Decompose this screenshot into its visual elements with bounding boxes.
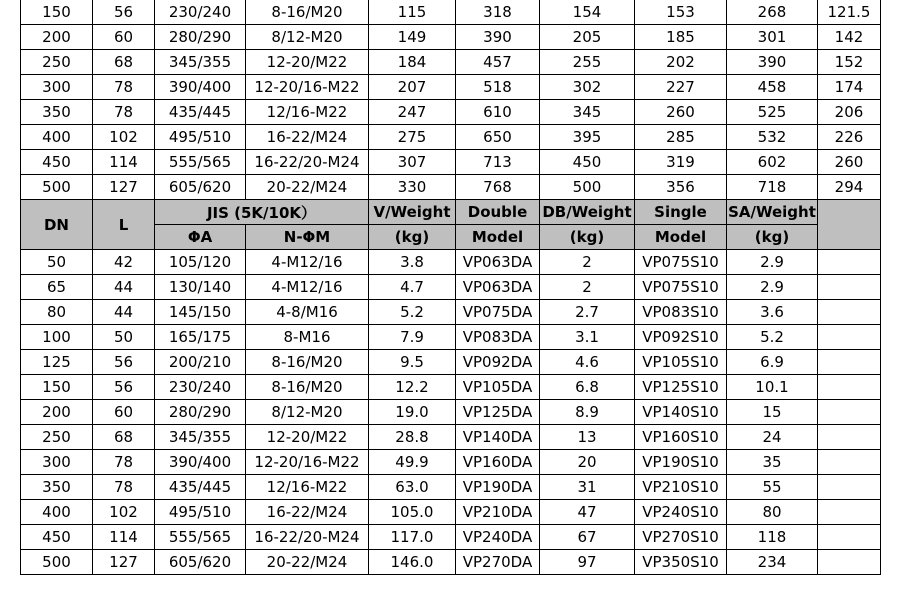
- table-cell: 102: [93, 500, 155, 525]
- table-cell: 532: [727, 125, 818, 150]
- table-row: [21, 450, 881, 475]
- header-n-phi-m: N-ΦM: [246, 225, 369, 250]
- table-cell: 4.6: [540, 350, 635, 375]
- table-cell: 165/175: [155, 325, 246, 350]
- table-cell: 118: [727, 525, 818, 550]
- header-db-weight: DB/Weight: [540, 200, 635, 225]
- table-cell: 78: [93, 75, 155, 100]
- table-cell: 10.1: [727, 375, 818, 400]
- table-cell: 4-M12/16: [246, 250, 369, 275]
- table-cell: 718: [727, 175, 818, 200]
- table-row: [21, 525, 881, 550]
- table-cell: 318: [456, 0, 540, 25]
- table-cell: VP270DA: [456, 550, 540, 575]
- table-cell: 345: [540, 100, 635, 125]
- table-cell: 127: [93, 175, 155, 200]
- table-cell: 130/140: [155, 275, 246, 300]
- table-cell: 184: [369, 50, 456, 75]
- table-cell: VP140S10: [635, 400, 727, 425]
- table-cell: 2.7: [540, 300, 635, 325]
- table-row: [21, 100, 881, 125]
- table-cell: 153: [635, 0, 727, 25]
- table-cell: VP063DA: [456, 275, 540, 300]
- table-cell: 4-8/M16: [246, 300, 369, 325]
- header-l: L: [93, 200, 155, 250]
- table-cell: 390/400: [155, 450, 246, 475]
- table-cell: 390/400: [155, 75, 246, 100]
- table-row: [21, 550, 881, 575]
- table-cell-empty: [818, 300, 881, 325]
- table-cell: 301: [727, 25, 818, 50]
- table-cell: VP350S10: [635, 550, 727, 575]
- table-cell: VP125S10: [635, 375, 727, 400]
- table-cell: 605/620: [155, 175, 246, 200]
- table-row: [21, 400, 881, 425]
- table-cell: 345/355: [155, 425, 246, 450]
- table-cell: 185: [635, 25, 727, 50]
- header-db-weight-unit: (kg): [540, 225, 635, 250]
- table-cell: 8-M16: [246, 325, 369, 350]
- table-cell-empty: [818, 275, 881, 300]
- table-cell: 255: [540, 50, 635, 75]
- table-cell-empty: [818, 450, 881, 475]
- table-cell-empty: [818, 500, 881, 525]
- table-cell: 35: [727, 450, 818, 475]
- table-cell: 142: [818, 25, 881, 50]
- table-cell: 174: [818, 75, 881, 100]
- table-cell: 7.9: [369, 325, 456, 350]
- table-cell-empty: [818, 475, 881, 500]
- table-cell: 56: [93, 375, 155, 400]
- table-cell: 555/565: [155, 525, 246, 550]
- header-jis: JIS (5K/10K）: [155, 200, 369, 225]
- table-cell: VP075DA: [456, 300, 540, 325]
- table-cell: 260: [818, 150, 881, 175]
- table-cell: 525: [727, 100, 818, 125]
- table-cell: 42: [93, 250, 155, 275]
- table-cell: 555/565: [155, 150, 246, 175]
- table-cell: 280/290: [155, 25, 246, 50]
- table-cell: 20-22/M24: [246, 550, 369, 575]
- table-cell: 150: [21, 375, 93, 400]
- table-cell: 285: [635, 125, 727, 150]
- table-cell: 400: [21, 125, 93, 150]
- table-cell: 20-22/M24: [246, 175, 369, 200]
- header-v-weight-unit: (kg): [369, 225, 456, 250]
- table-cell: 230/240: [155, 375, 246, 400]
- table-cell: 260: [635, 100, 727, 125]
- table-cell: 105.0: [369, 500, 456, 525]
- table-cell: 68: [93, 50, 155, 75]
- table-cell: 102: [93, 125, 155, 150]
- table-cell: 63.0: [369, 475, 456, 500]
- table-cell: 24: [727, 425, 818, 450]
- table-cell: 50: [21, 250, 93, 275]
- table-cell: 610: [456, 100, 540, 125]
- table-cell: 250: [21, 50, 93, 75]
- table-cell: 114: [93, 525, 155, 550]
- table-cell: 31: [540, 475, 635, 500]
- table-cell: 100: [21, 325, 93, 350]
- table-cell: 154: [540, 0, 635, 25]
- table-cell: 4.7: [369, 275, 456, 300]
- table-cell: VP190S10: [635, 450, 727, 475]
- header-sa-weight-unit: (kg): [727, 225, 818, 250]
- table-cell: 12-20/16-M22: [246, 75, 369, 100]
- table-cell: 9.5: [369, 350, 456, 375]
- table-cell: 15: [727, 400, 818, 425]
- table-row: [21, 300, 881, 325]
- table-cell: 65: [21, 275, 93, 300]
- table-cell: 280/290: [155, 400, 246, 425]
- table-cell: 345/355: [155, 50, 246, 75]
- valve-spec-table: [20, 0, 881, 575]
- table-cell: 78: [93, 475, 155, 500]
- table-cell: 227: [635, 75, 727, 100]
- table-cell: VP210DA: [456, 500, 540, 525]
- jis-section: [21, 250, 881, 575]
- table-cell: 6.8: [540, 375, 635, 400]
- table-cell: 390: [727, 50, 818, 75]
- table-cell: 117.0: [369, 525, 456, 550]
- table-cell: 458: [727, 75, 818, 100]
- table-cell: 200/210: [155, 350, 246, 375]
- table-cell: 3.1: [540, 325, 635, 350]
- table-cell: 268: [727, 0, 818, 25]
- table-cell: 247: [369, 100, 456, 125]
- table-cell: 16-22/M24: [246, 125, 369, 150]
- table-cell: 294: [818, 175, 881, 200]
- table-cell: 300: [21, 450, 93, 475]
- table-row: [21, 425, 881, 450]
- table-cell-empty: [818, 425, 881, 450]
- table-cell: 78: [93, 100, 155, 125]
- table-cell: 12-20/M22: [246, 425, 369, 450]
- table-cell: 300: [21, 75, 93, 100]
- table-cell: 500: [21, 175, 93, 200]
- table-cell: 16-22/20-M24: [246, 525, 369, 550]
- header-v-weight: V/Weight: [369, 200, 456, 225]
- table-cell: 435/445: [155, 475, 246, 500]
- table-cell: 207: [369, 75, 456, 100]
- table-cell: 8/12-M20: [246, 400, 369, 425]
- table-row: [21, 175, 881, 200]
- table-cell: 275: [369, 125, 456, 150]
- table-cell: 115: [369, 0, 456, 25]
- table-row: [21, 350, 881, 375]
- table-cell: 68: [93, 425, 155, 450]
- table-cell: 127: [93, 550, 155, 575]
- table-cell: 3.8: [369, 250, 456, 275]
- header-single-model: Model: [635, 225, 727, 250]
- table-cell: 500: [540, 175, 635, 200]
- table-cell: 500: [21, 550, 93, 575]
- table-cell: 60: [93, 400, 155, 425]
- table-row: [21, 0, 881, 25]
- table-cell-empty: [818, 375, 881, 400]
- table-cell: VP075S10: [635, 250, 727, 275]
- table-cell: 350: [21, 475, 93, 500]
- table-cell: 518: [456, 75, 540, 100]
- table-cell: 12.2: [369, 375, 456, 400]
- table-cell-empty: [818, 550, 881, 575]
- table-cell: 400: [21, 500, 93, 525]
- table-row: [21, 275, 881, 300]
- table-cell: 60: [93, 25, 155, 50]
- table-row: [21, 375, 881, 400]
- table-row: [21, 150, 881, 175]
- table-cell: 12/16-M22: [246, 100, 369, 125]
- table-cell-empty: [818, 350, 881, 375]
- table-cell: 67: [540, 525, 635, 550]
- table-cell: 8/12-M20: [246, 25, 369, 50]
- table-cell: 28.8: [369, 425, 456, 450]
- table-cell: 200: [21, 25, 93, 50]
- table-cell: 356: [635, 175, 727, 200]
- table-cell: 50: [93, 325, 155, 350]
- header-blank: [818, 200, 881, 250]
- table-cell: 713: [456, 150, 540, 175]
- table-cell-empty: [818, 250, 881, 275]
- table-cell: 395: [540, 125, 635, 150]
- table-cell: 330: [369, 175, 456, 200]
- table-cell-empty: [818, 325, 881, 350]
- table-cell: VP240DA: [456, 525, 540, 550]
- table-cell: 149: [369, 25, 456, 50]
- table-cell: 206: [818, 100, 881, 125]
- table-cell: VP190DA: [456, 475, 540, 500]
- table-cell: 12-20/16-M22: [246, 450, 369, 475]
- table-cell: 19.0: [369, 400, 456, 425]
- jis-header: [21, 200, 881, 250]
- table-cell: 125: [21, 350, 93, 375]
- table-cell: 2: [540, 250, 635, 275]
- table-cell: 5.2: [369, 300, 456, 325]
- table-cell: 114: [93, 150, 155, 175]
- table-cell: VP210S10: [635, 475, 727, 500]
- table-cell: 250: [21, 425, 93, 450]
- table-cell: 146.0: [369, 550, 456, 575]
- table-cell: 768: [456, 175, 540, 200]
- table-cell: 105/120: [155, 250, 246, 275]
- table-cell: 16-22/20-M24: [246, 150, 369, 175]
- table-cell: 307: [369, 150, 456, 175]
- table-cell: 44: [93, 275, 155, 300]
- table-row: [21, 250, 881, 275]
- header-double-model: Model: [456, 225, 540, 250]
- table-cell: 2.9: [727, 275, 818, 300]
- table-cell: 495/510: [155, 125, 246, 150]
- table-cell: VP240S10: [635, 500, 727, 525]
- table-row: [21, 50, 881, 75]
- table-cell: VP270S10: [635, 525, 727, 550]
- table-cell: 2.9: [727, 250, 818, 275]
- table-cell: 20: [540, 450, 635, 475]
- table-cell: 450: [21, 150, 93, 175]
- top-section: [21, 0, 881, 200]
- table-cell: 8-16/M20: [246, 350, 369, 375]
- table-cell: 435/445: [155, 100, 246, 125]
- table-cell: 8.9: [540, 400, 635, 425]
- header-sa-weight: SA/Weight: [727, 200, 818, 225]
- header-dn: DN: [21, 200, 93, 250]
- table-cell-empty: [818, 525, 881, 550]
- table-cell: 44: [93, 300, 155, 325]
- table-row: [21, 25, 881, 50]
- table-cell: 12-20/M22: [246, 50, 369, 75]
- table-cell: 202: [635, 50, 727, 75]
- table-cell: 80: [21, 300, 93, 325]
- table-cell: 200: [21, 400, 93, 425]
- table-cell: 12/16-M22: [246, 475, 369, 500]
- table-cell: 319: [635, 150, 727, 175]
- header-single: Single: [635, 200, 727, 225]
- table-cell: 8-16/M20: [246, 375, 369, 400]
- table-cell: 150: [21, 0, 93, 25]
- table-cell: 450: [21, 525, 93, 550]
- table-cell: 3.6: [727, 300, 818, 325]
- table-cell: 49.9: [369, 450, 456, 475]
- table-cell: VP075S10: [635, 275, 727, 300]
- table-cell: VP105S10: [635, 350, 727, 375]
- table-cell: 602: [727, 150, 818, 175]
- table-row: [21, 500, 881, 525]
- table-cell: VP083S10: [635, 300, 727, 325]
- table-row: [21, 75, 881, 100]
- table-cell: 2: [540, 275, 635, 300]
- table-cell: VP105DA: [456, 375, 540, 400]
- table-cell: 56: [93, 0, 155, 25]
- table-cell: 650: [456, 125, 540, 150]
- table-row: [21, 475, 881, 500]
- table-cell: 230/240: [155, 0, 246, 25]
- header-phi-a: ΦA: [155, 225, 246, 250]
- table-cell: 302: [540, 75, 635, 100]
- table-cell: 4-M12/16: [246, 275, 369, 300]
- table-cell: 8-16/M20: [246, 0, 369, 25]
- table-cell: 6.9: [727, 350, 818, 375]
- table-cell: 152: [818, 50, 881, 75]
- table-cell: 145/150: [155, 300, 246, 325]
- table-cell: VP083DA: [456, 325, 540, 350]
- table-cell: 226: [818, 125, 881, 150]
- table-cell: 350: [21, 100, 93, 125]
- table-cell: VP160S10: [635, 425, 727, 450]
- table-cell: 78: [93, 450, 155, 475]
- table-cell: 16-22/M24: [246, 500, 369, 525]
- table-cell: 5.2: [727, 325, 818, 350]
- table-cell: 605/620: [155, 550, 246, 575]
- table-cell: 121.5: [818, 0, 881, 25]
- table-cell: 457: [456, 50, 540, 75]
- table-cell: VP140DA: [456, 425, 540, 450]
- table-cell-empty: [818, 400, 881, 425]
- table-cell: VP063DA: [456, 250, 540, 275]
- table-cell: 390: [456, 25, 540, 50]
- header-double: Double: [456, 200, 540, 225]
- table-cell: VP092S10: [635, 325, 727, 350]
- table-cell: 55: [727, 475, 818, 500]
- table-cell: 80: [727, 500, 818, 525]
- table-cell: 13: [540, 425, 635, 450]
- table-cell: VP125DA: [456, 400, 540, 425]
- table-cell: 97: [540, 550, 635, 575]
- table-cell: 47: [540, 500, 635, 525]
- table-cell: VP160DA: [456, 450, 540, 475]
- table-row: [21, 325, 881, 350]
- table-cell: 56: [93, 350, 155, 375]
- table-row: [21, 125, 881, 150]
- table-cell: 205: [540, 25, 635, 50]
- table-cell: 495/510: [155, 500, 246, 525]
- table-cell: VP092DA: [456, 350, 540, 375]
- table-cell: 234: [727, 550, 818, 575]
- table-cell: 450: [540, 150, 635, 175]
